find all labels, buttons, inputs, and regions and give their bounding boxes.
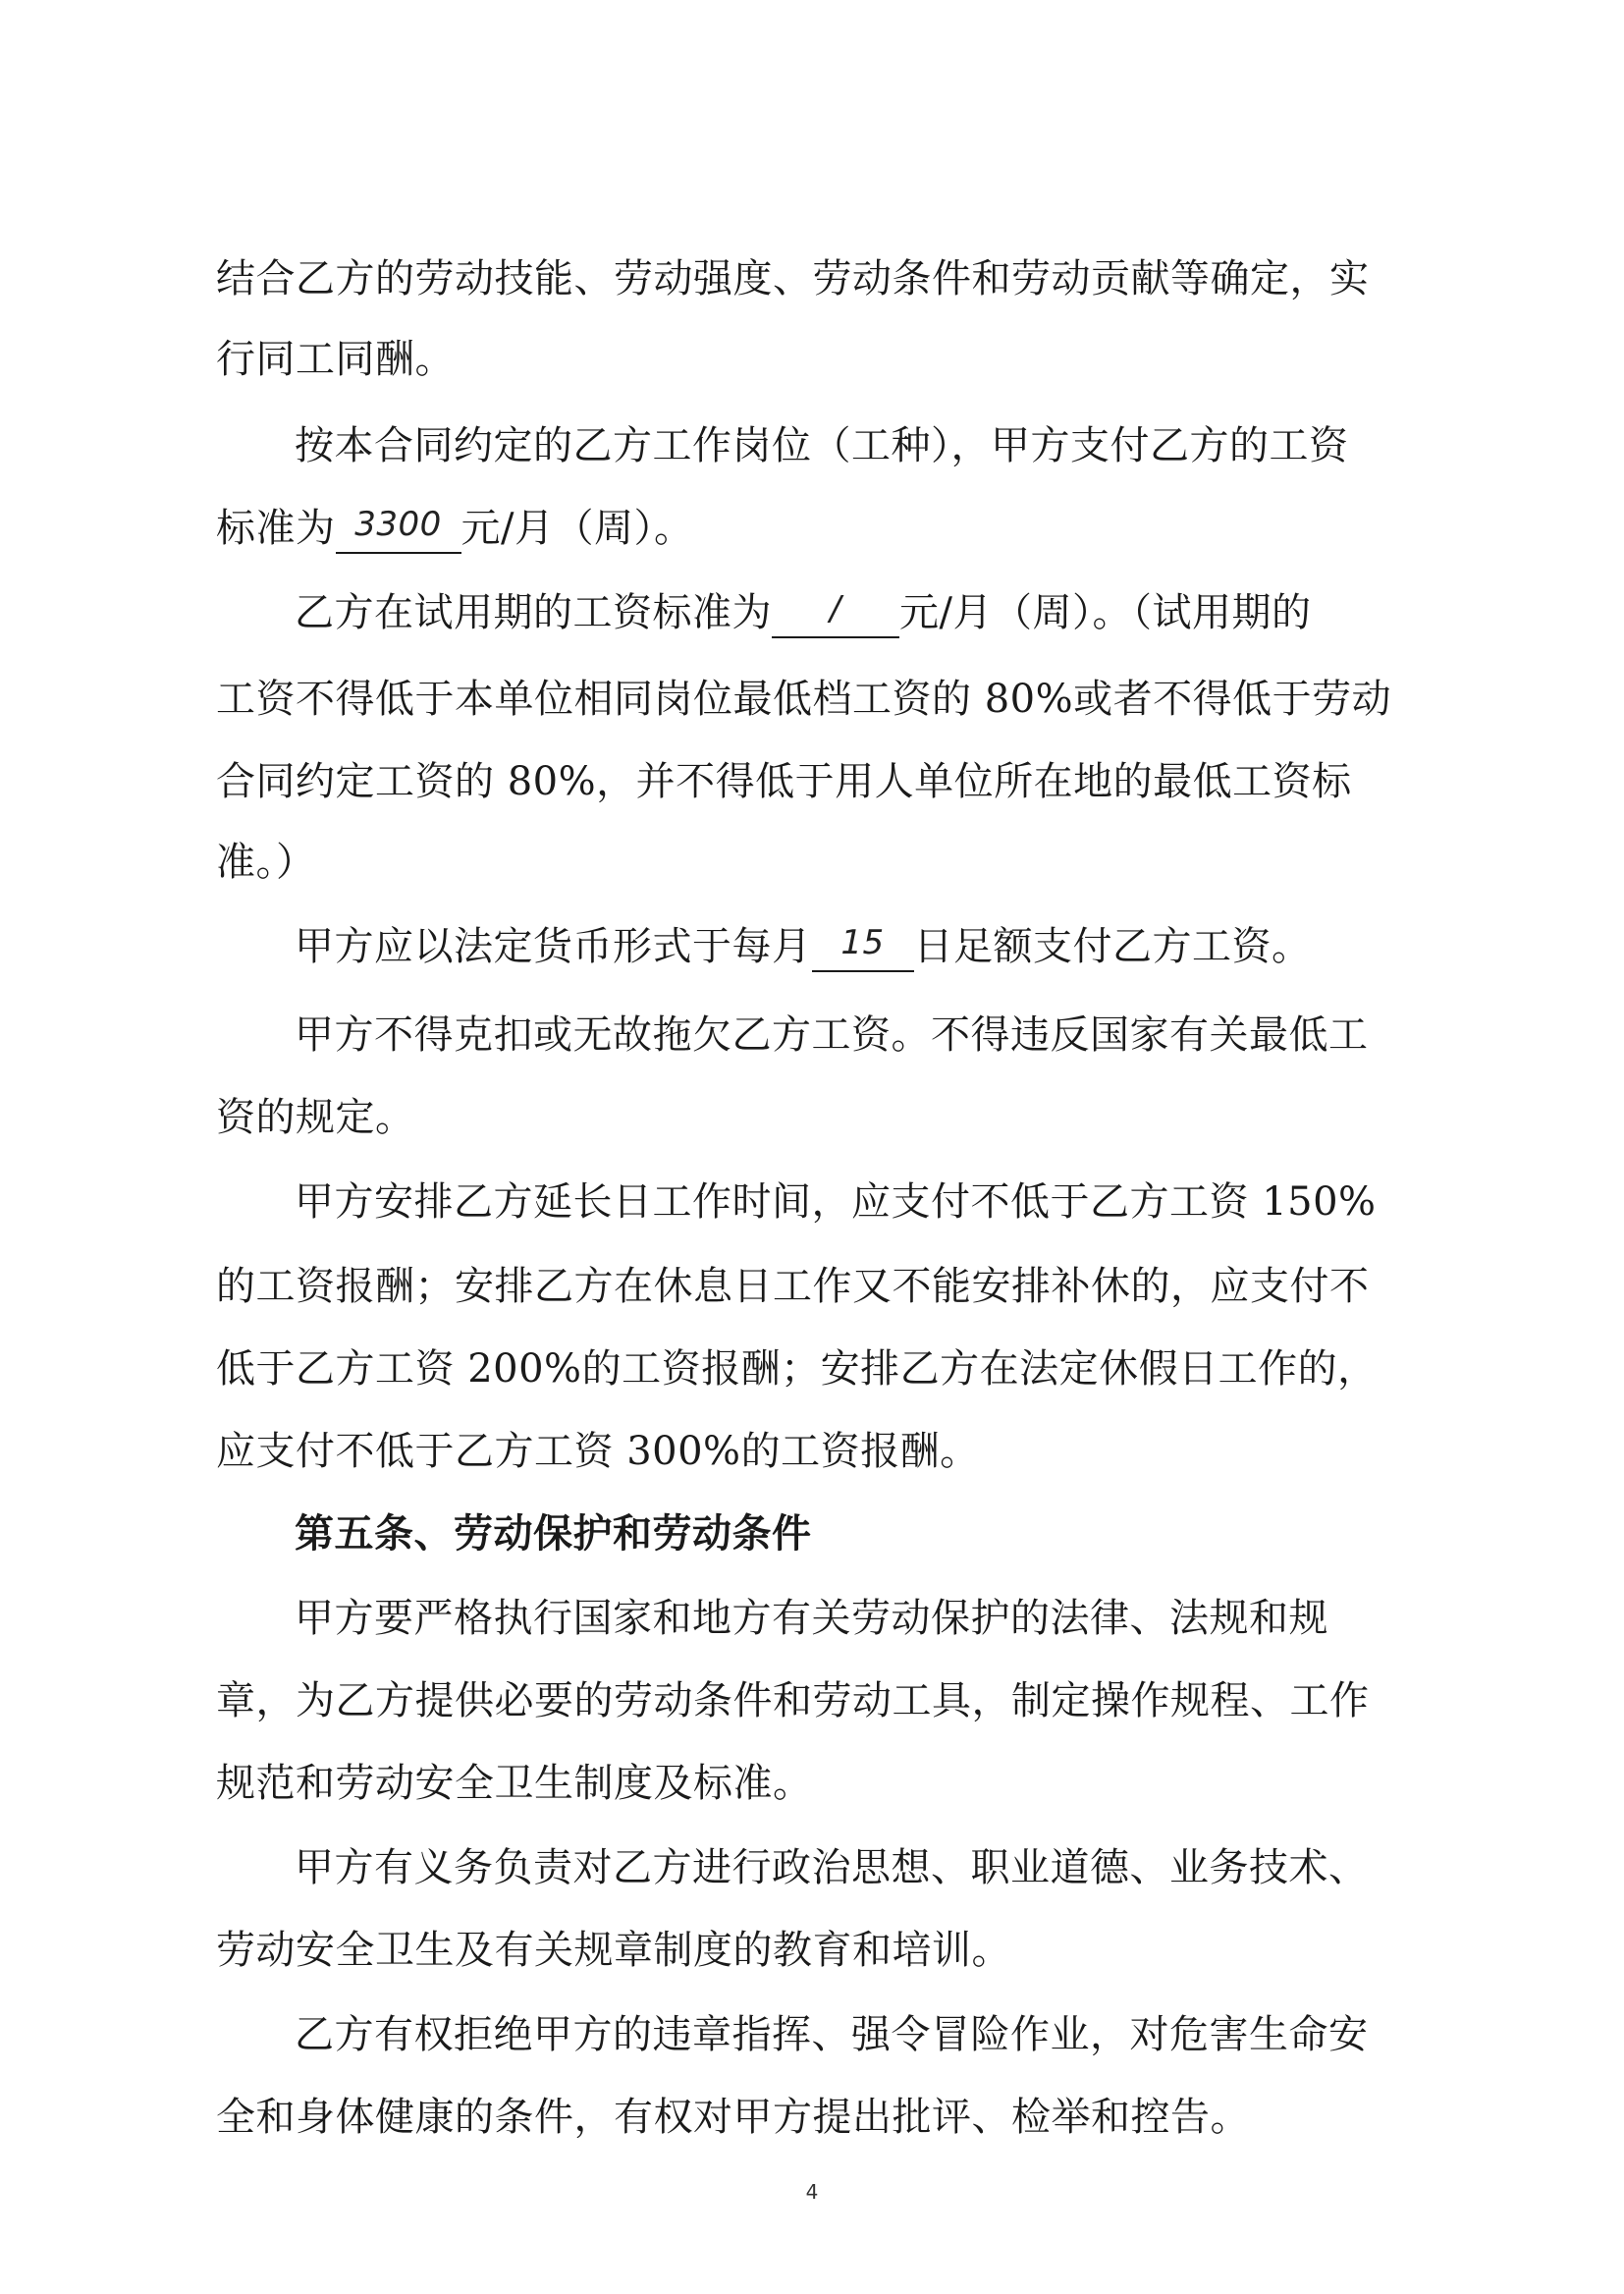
paragraph-line: 乙方有权拒绝甲方的违章指挥、强令冒险作业，对危害生命安 — [295, 2012, 1369, 2057]
salary-blank — [336, 505, 461, 554]
text-segment: 元/月（周）。（试用期的 — [899, 590, 1312, 635]
paragraph-line: 准。） — [216, 840, 316, 885]
text-line: 结合乙方的劳动技能、劳动强度、劳动条件和劳动贡献等确定，实 — [216, 256, 1370, 301]
section-heading: 第五条、劳动保护和劳动条件 — [295, 1511, 812, 1557]
paragraph-line: 合同约定工资的 80%，并不得低于用人单位所在地的最低工资标 — [216, 759, 1352, 804]
paragraph-line: 甲方不得克扣或无故拖欠乙方工资。不得违反国家有关最低工 — [295, 1012, 1369, 1058]
paragraph-line: 全和身体健康的条件，有权对甲方提出批评、检举和控告。 — [216, 2095, 1250, 2140]
handwritten-payday: 15 — [840, 923, 885, 962]
paragraph-line: 规范和劳动安全卫生制度及标准。 — [216, 1761, 813, 1806]
text-segment: 甲方应以法定货币形式于每月 — [295, 924, 812, 969]
paragraph-line — [295, 587, 1311, 638]
text-segment: 日足额支付乙方工资。 — [913, 924, 1312, 969]
text-segment: 标准为 — [216, 506, 336, 551]
paragraph-line: 低于乙方工资 200%的工资报酬；安排乙方在法定休假日工作的， — [216, 1346, 1378, 1392]
paragraph-line: 资的规定。 — [216, 1095, 415, 1140]
paragraph-line — [216, 253, 1420, 304]
paragraph-line: 工资不得低于本单位相同岗位最低档工资的 80%或者不得低于劳动 — [216, 677, 1392, 722]
paragraph-line: 应支付不低于乙方工资 300%的工资报酬。 — [216, 1429, 980, 1474]
text-segment: 元/月（周）。 — [460, 506, 694, 551]
paragraph-line: 劳动安全卫生及有关规章制度的教育和培训。 — [216, 1928, 1011, 1973]
paragraph-line: 甲方安排乙方延长日工作时间，应支付不低于乙方工资 150% — [295, 1179, 1377, 1225]
paragraph-line: 甲方要严格执行国家和地方有关劳动保护的法律、法规和规 — [295, 1596, 1328, 1641]
paragraph-line: 按本合同约定的乙方工作岗位（工种），甲方支付乙方的工资 — [295, 423, 1349, 468]
handwritten-salary: 3300 — [354, 505, 442, 544]
paragraph-line: 的工资报酬；安排乙方在休息日工作又不能安排补休的，应支付不 — [216, 1264, 1370, 1309]
paragraph-line: 甲方有义务负责对乙方进行政治思想、职业道德、业务技术、 — [295, 1845, 1369, 1890]
text-segment: 乙方在试用期的工资标准为 — [295, 590, 772, 635]
probation-salary-blank — [772, 589, 899, 638]
page-number: 4 — [805, 2180, 819, 2204]
paragraph-line: 章，为乙方提供必要的劳动条件和劳动工具，制定操作规程、工作 — [216, 1678, 1370, 1723]
paragraph-line — [216, 503, 693, 554]
paragraph-line — [295, 921, 1312, 972]
payday-blank — [812, 923, 914, 972]
handwritten-probation-salary: / — [830, 589, 841, 628]
paragraph-line: 行同工同酬。 — [216, 337, 455, 382]
